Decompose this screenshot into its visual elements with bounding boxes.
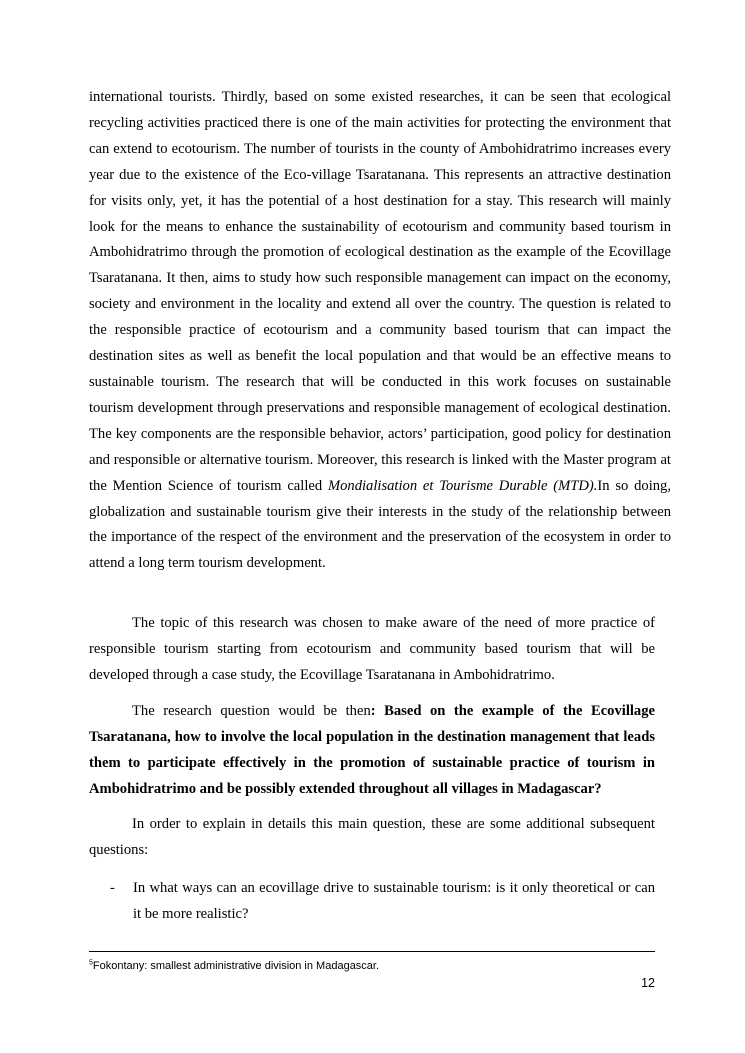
paragraph-1-text-end: In so doing, globalization and sustainable tourism give their interests in the study of the relationship between the importance of the respect of the environment and the preservation of the ecosystem in order to attend a long term tourism development. [89,477,671,572]
footnote-separator [89,951,655,952]
paragraph-1-text: international tourists. Thirdly, based on some existed researches, it can be seen that ecological recycling activities practiced there is one of the main activities for protecting the environment that can extend to ecotourism. The number of tourists in the county of Ambohidratrimo increases every year due to the existence of the Eco-village Tsaratanana. This represents an attractive destination for visits only, yet, it has the potential of a host destination for a stay. This research will mainly look for the means to enhance the sustainability of ecotourism and community based tourism in Ambohidratrimo through the promotion of ecological destination as the example of the Ecovillage Tsaratanana. It then, aims to study how such responsible management can impact on the economy, society and environment in the locality and extend all over the country. The question is related to the responsible practice of ecotourism and a community based tourism that can impact the destination sites as well as benefit the local population and that would be an effective means to sustainable tourism. The research that will be conducted in this work focuses on sustainable tourism development through preservations and responsible management of ecological destination. The key components are the responsible behavior, actors’ participation, good policy for destination and responsible or alternative tourism. Moreover, this research is linked with the Master program at the Mention Science of tourism called [89,89,671,494]
footnote [89,959,655,973]
program-name-italic: Mondialisation et Tourisme Durable (MTD). [327,477,598,494]
list-item-text: In what ways can an ecovillage drive to sustainable tourism: is it only theoretical or can it be more realistic? [133,880,655,922]
research-question-paragraph [89,699,655,803]
list-bullet-marker: - [110,880,115,896]
page-number: 12 [641,976,655,990]
research-question-bold: : Based on the example of the Ecovillage Tsaratanana, how to involve the local population in the destination management that leads them to participate effectively in the promotion of sustainable practice of tourism in Ambohidratrimo and be possibly extended throughout all villages in Madagascar? [89,703,655,797]
body-paragraph-4: In order to explain in details this main question, these are some additional subsequent questions: [89,816,655,858]
footnote-text: Fokontany: smallest administrative division in Madagascar. [92,960,380,972]
footnote-number: 5 [89,959,93,967]
body-paragraph-2: The topic of this research was chosen to make aware of the need of more practice of responsible tourism starting from ecotourism and community based tourism that will be developed through a case study, the Ecovillage Tsaratanana in Ambohidratrimo. [89,615,655,683]
research-question-intro: The research question would be then [132,703,371,719]
body-paragraph-1 [89,85,671,577]
